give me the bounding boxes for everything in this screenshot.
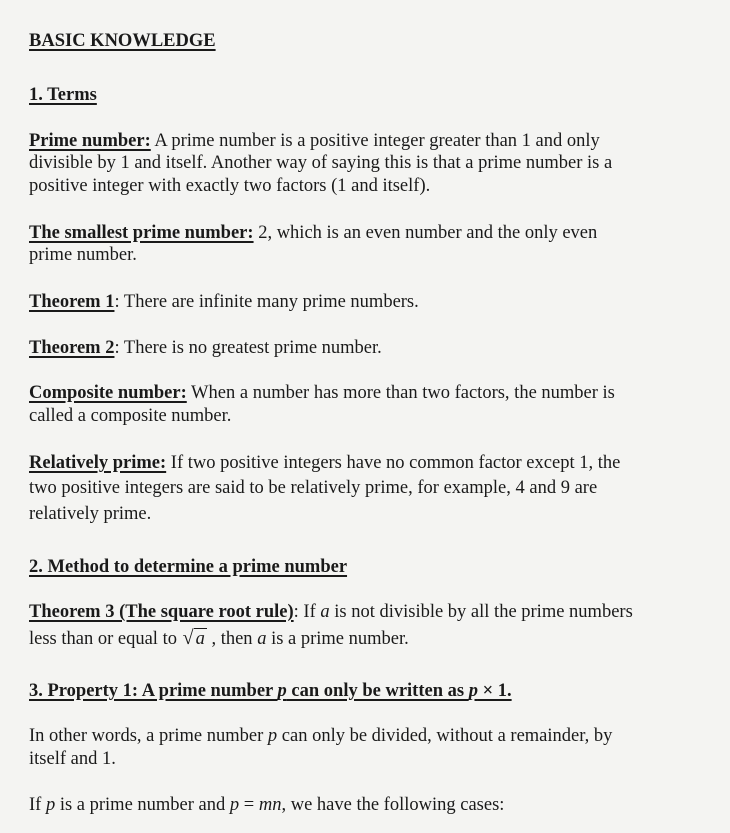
relprime-line-3: relatively prime. xyxy=(29,504,152,524)
theorem-2-term: Theorem 2 xyxy=(29,338,115,358)
theorem-3-text-c: less than or equal to xyxy=(29,629,182,649)
theorem-3-text-d: , then xyxy=(206,629,258,649)
prime-number-line-2: divisible by 1 and itself. Another way of saying this is that a prime number is a xyxy=(29,153,613,173)
variable-p: p xyxy=(277,681,287,701)
theorem-2-line xyxy=(29,337,382,359)
smallest-prime-text-1: 2, which is an even number and the only even xyxy=(253,223,598,243)
square-root-a xyxy=(182,627,207,650)
relprime-line-2: two positive integers are said to be relatively prime, for example, 4 and 9 are xyxy=(29,478,598,498)
variable-a: a xyxy=(257,629,267,649)
section-3-text-c: × 1. xyxy=(477,681,512,701)
theorem-3-line-2 xyxy=(29,627,409,650)
theorem-2-text: : There is no greatest prime number. xyxy=(114,338,382,358)
section-3-heading xyxy=(29,680,512,702)
smallest-prime-line-1 xyxy=(29,222,597,244)
cases-text-d: , we have the following cases: xyxy=(281,795,505,815)
variable-p: p xyxy=(45,795,56,815)
section-2-heading: 2. Method to determine a prime number xyxy=(29,557,348,577)
cases-line xyxy=(29,794,504,816)
page-title: BASIC KNOWLEDGE xyxy=(29,31,216,51)
section-3-text-a: 3. Property 1: A prime number xyxy=(29,681,278,701)
theorem-3-text-a: : If xyxy=(293,602,321,622)
theorem-1-line xyxy=(29,291,419,313)
variable-p: p xyxy=(468,681,478,701)
other-words-line-1 xyxy=(29,725,612,747)
theorem-1-term: Theorem 1 xyxy=(29,292,115,312)
cases-text-a: If xyxy=(29,795,46,815)
variable-a: a xyxy=(320,602,330,622)
prime-number-line-1 xyxy=(29,130,600,152)
prime-number-term: Prime number: xyxy=(29,131,151,151)
composite-text-1: When a number has more than two factors, the number is xyxy=(186,383,615,403)
radical-sign: √ xyxy=(182,627,194,649)
variable-mn: mn xyxy=(258,795,282,815)
other-words-text-b: can only be divided, without a remainder, by xyxy=(277,726,613,746)
relprime-text-1: If two positive integers have no common factor except 1, the xyxy=(166,453,621,473)
other-words-text-a: In other words, a prime number xyxy=(29,726,268,746)
prime-number-text-1: A prime number is a positive integer greater than 1 and only xyxy=(150,131,600,151)
variable-p: p xyxy=(229,795,240,815)
composite-line-1 xyxy=(29,382,615,404)
cases-text-c: = xyxy=(239,795,259,815)
theorem-1-text: : There are infinite many prime numbers. xyxy=(114,292,419,312)
other-words-line-2: itself and 1. xyxy=(29,749,116,769)
prime-number-line-3: positive integer with exactly two factors (1 and itself). xyxy=(29,176,431,196)
smallest-prime-term: The smallest prime number: xyxy=(29,223,254,243)
relprime-term: Relatively prime: xyxy=(29,453,167,473)
section-1-heading: 1. Terms xyxy=(29,85,97,105)
cases-text-b: is a prime number and xyxy=(55,795,230,815)
radicand: a xyxy=(195,629,205,649)
section-3-text-b: can only be written as xyxy=(286,681,469,701)
composite-line-2: called a composite number. xyxy=(29,406,232,426)
theorem-3-term: Theorem 3 (The square root rule) xyxy=(29,602,294,622)
smallest-prime-line-2: prime number. xyxy=(29,245,137,265)
theorem-3-line-1 xyxy=(29,601,633,623)
theorem-3-text-b: is not divisible by all the prime numbers xyxy=(329,602,633,622)
variable-p: p xyxy=(267,726,278,746)
relprime-line-1 xyxy=(29,452,620,474)
composite-term: Composite number: xyxy=(29,383,187,403)
theorem-3-text-e: is a prime number. xyxy=(266,629,409,649)
